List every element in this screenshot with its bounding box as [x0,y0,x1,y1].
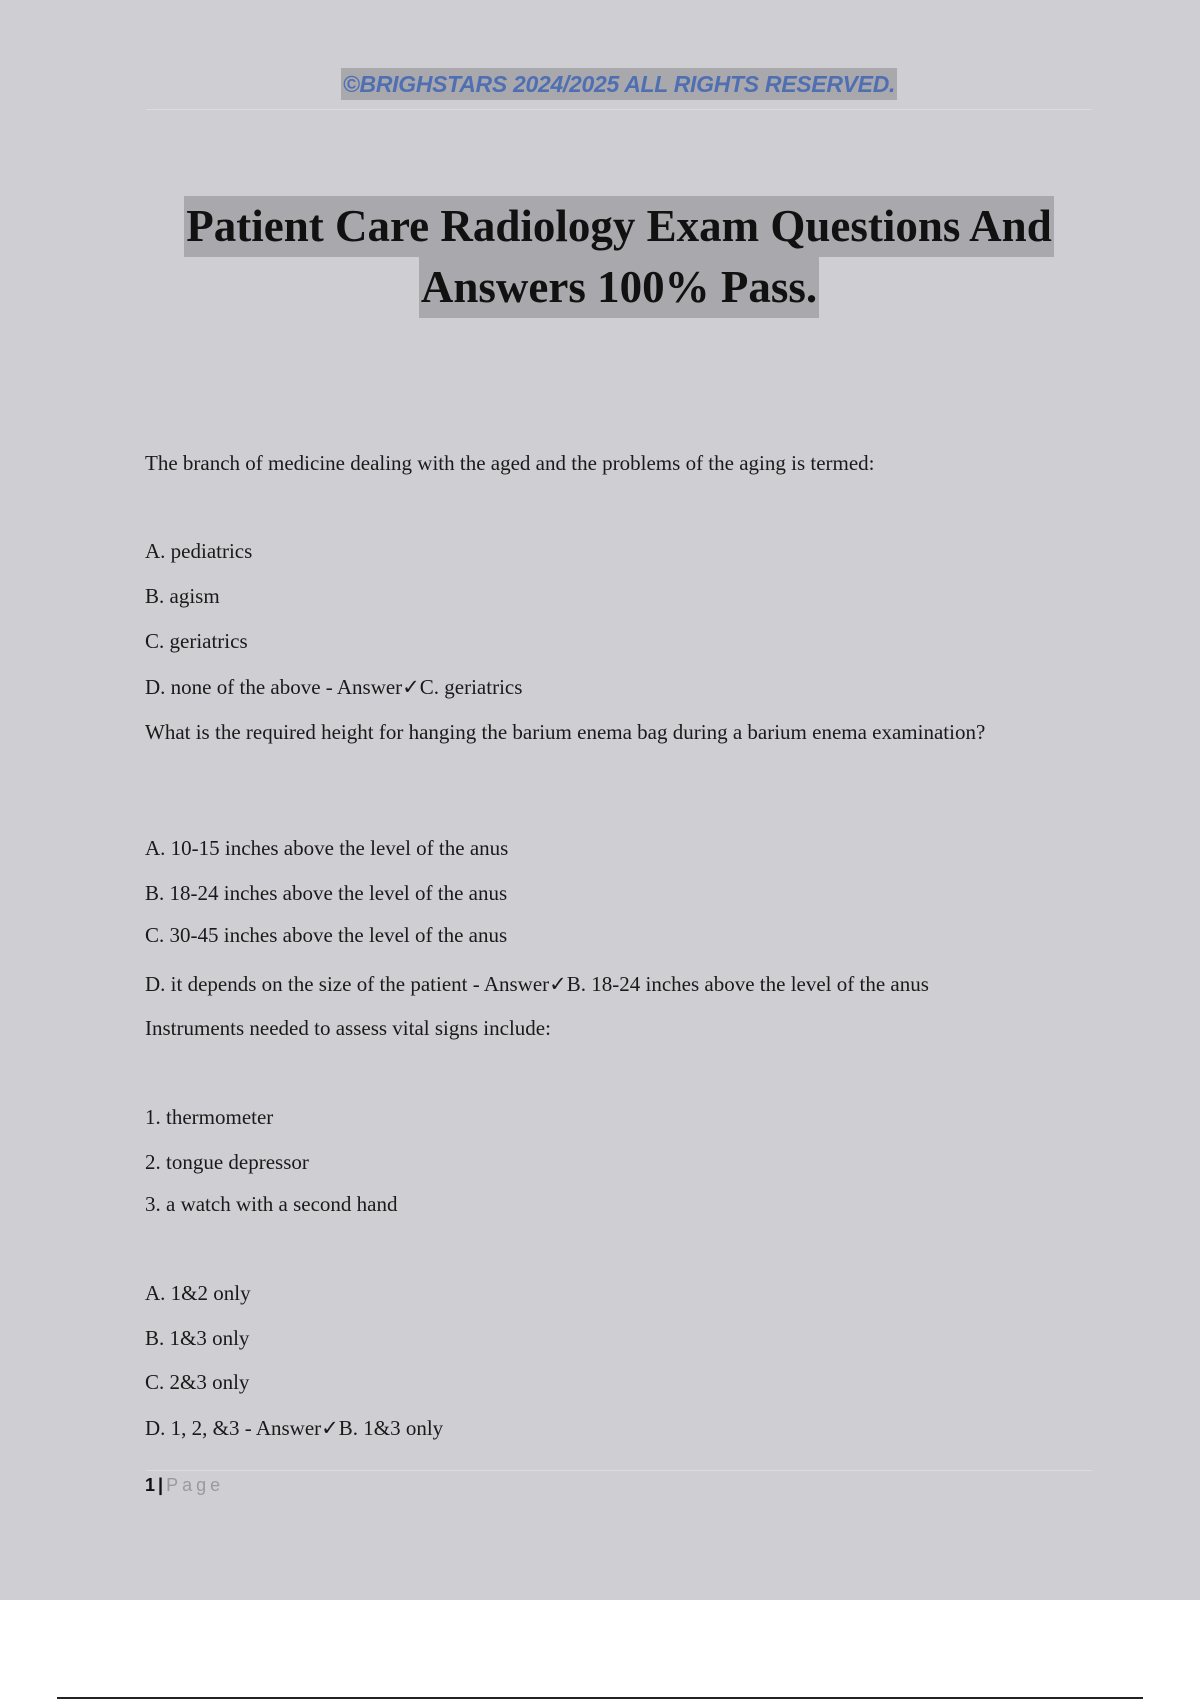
page-number: 1 [145,1475,156,1495]
copyright-notice: ©BRIGHSTARS 2024/2025 ALL RIGHTS RESERVED. [341,68,897,100]
question-2-prompt: What is the required height for hanging the barium enema bag during a barium enema examination? [145,720,986,744]
question-3-item-1: 1. thermometer [145,1105,274,1129]
header-divider [146,109,1092,110]
question-3-option-c: C. 2&3 only [145,1370,250,1394]
question-3-item-2: 2. tongue depressor [145,1150,309,1174]
page-label: Page [166,1475,225,1495]
question-1-option-c: C. geriatrics [145,629,248,653]
title-line-1: Patient Care Radiology Exam Questions And [184,196,1053,257]
question-2-option-b: B. 18-24 inches above the level of the anus [145,881,508,905]
page-footer [145,1472,224,1498]
question-3-option-a: A. 1&2 only [145,1281,251,1305]
question-1-prompt: The branch of medicine dealing with the aged and the problems of the aging is termed: [145,451,875,475]
page-header [146,68,1092,100]
question-3-prompt: Instruments needed to assess vital signs include: [145,1016,551,1040]
question-2-option-c: C. 30-45 inches above the level of the anus [145,923,508,947]
question-1-option-b: B. agism [145,584,220,608]
question-1-option-a: A. pediatrics [145,539,253,563]
document-title [146,196,1092,318]
title-line-2: Answers 100% Pass. [419,257,819,318]
bottom-divider [57,1697,1143,1699]
question-2-option-a: A. 10-15 inches above the level of the anus [145,836,509,860]
question-3-item-3: 3. a watch with a second hand [145,1192,398,1216]
question-3-option-d: D. 1, 2, &3 - Answer✓B. 1&3 only [145,1416,444,1440]
question-2-option-d: D. it depends on the size of the patient - Answer✓B. 18-24 inches above the level of the anus [145,972,929,996]
footer-divider [146,1470,1092,1471]
question-3-option-b: B. 1&3 only [145,1326,250,1350]
question-1-option-d: D. none of the above - Answer✓C. geriatrics [145,675,523,699]
footer-separator: | [158,1475,164,1495]
